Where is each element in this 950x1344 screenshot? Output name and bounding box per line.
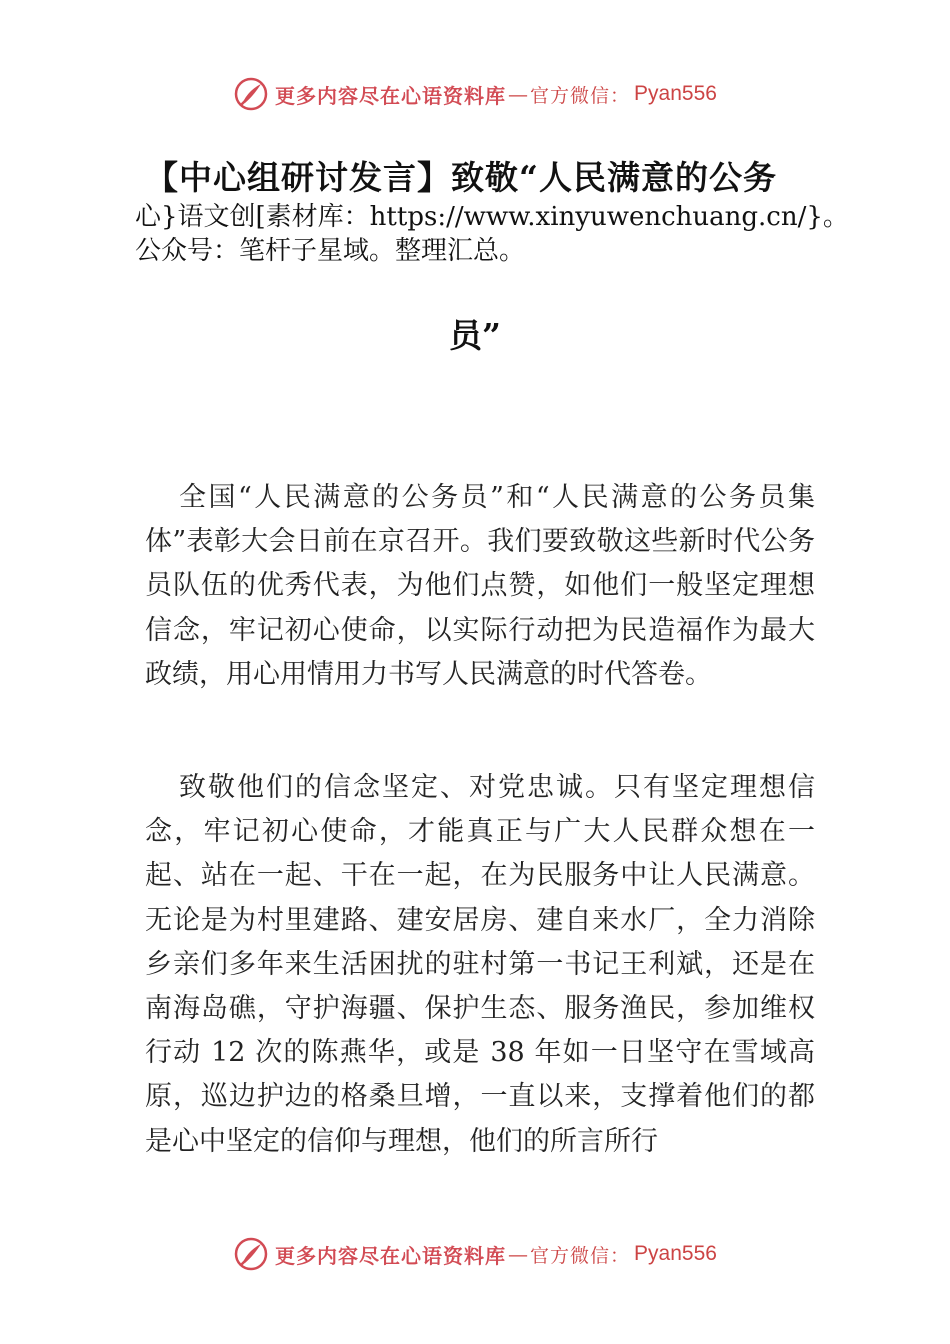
banner-official-label: 官方微信：: [530, 84, 631, 107]
quill-pen-logo-icon: [233, 1236, 269, 1272]
banner-official-label: 官方微信：: [530, 1244, 631, 1267]
source-note: 心}语文创[素材库：https://www.xinyuwenchuang.cn/}。公众号：笔杆子星域。整理汇总。: [135, 202, 849, 266]
document-title-end: 员”: [449, 316, 501, 355]
body-paragraph-2: 致敬他们的信念坚定、对党忠诚。只有坚定理想信念，牢记初心使命，才能真正与广大人民群众想在一起、站在一起、干在一起，在为民服务中让人民满意。无论是为村里建路、建安居房、建自来水厂，全力消除乡亲们多年来生活困扰的驻村第一书记王利斌，还是在南海岛礁，守护海疆、保护生态、服务渔民，参加维权行动 12 次的陈燕华，或是 38 年如一日坚守在雪域高原，巡边护边的格桑旦增，一直以来，支撑着他们的都是心中坚定的信仰与理想，他们的所言所行: [145, 772, 815, 1157]
footer-banner: [0, 1234, 950, 1274]
header-banner: [0, 74, 950, 114]
banner-tagline: 更多内容尽在心语资料库: [275, 83, 507, 108]
body-paragraph-1: 全国“人民满意的公务员”和“人民满意的公务员集体”表彰大会日前在京召开。我们要致敬这些新时代公务员队伍的优秀代表，为他们点赞，如他们一般坚定理想信念，牢记初心使命，以实际行动把为民造福作为最大政绩，用心用情用力书写人民满意的时代答卷。: [145, 482, 815, 690]
banner-tagline: 更多内容尽在心语资料库: [275, 1243, 507, 1268]
banner-dash: —: [508, 82, 529, 106]
banner-wechat-id: Pyan556: [634, 82, 717, 105]
document-title: 【中心组研讨发言】致敬“人民满意的公务: [145, 158, 777, 197]
quill-pen-logo-icon: [233, 76, 269, 112]
banner-dash: —: [508, 1242, 529, 1266]
banner-wechat-id: Pyan556: [634, 1242, 717, 1265]
